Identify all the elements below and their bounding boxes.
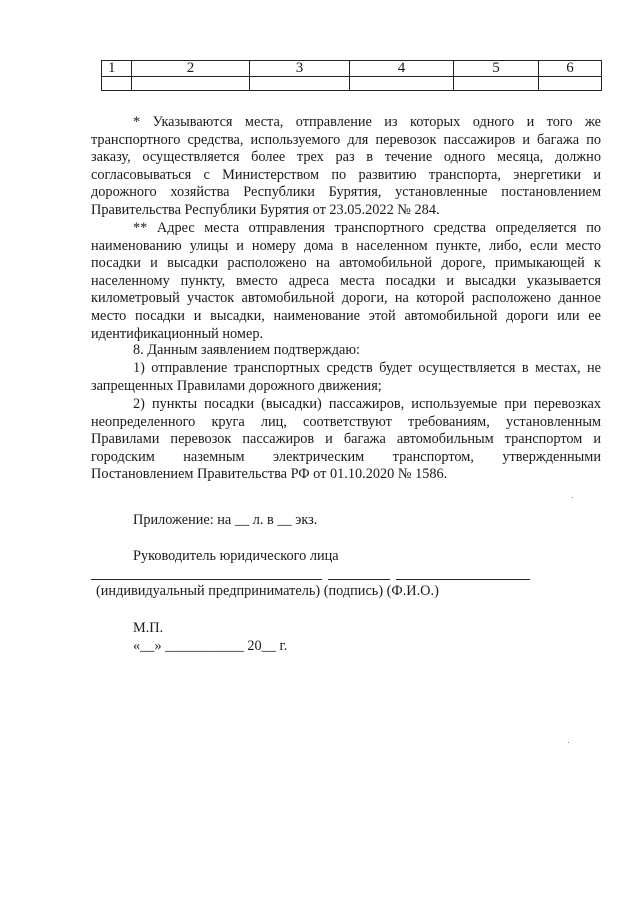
confirm-item-1 bbox=[91, 360, 601, 395]
name-line bbox=[91, 579, 322, 580]
column-number-1: 1 bbox=[102, 61, 132, 77]
scan-speck bbox=[572, 497, 573, 498]
confirm-item-2 bbox=[91, 396, 601, 484]
confirm-item-1-text: 1) отправление транспортных средств будет осуществляется в местах, не запрещенных Правилами дорожного движения; bbox=[91, 360, 601, 394]
footnote-address-text: ** Адрес места отправления транспортного средства определяется по наименованию улицы и номеру дома в населенном пункте, либо, если место посадки и высадки расположено на автомобильной дороге, примыкающей к населенному пункту, вместо адреса места посадки и высадки указывается километровый участок автомобильной дороги, на которой расположено данное место посадки и высадки, наименование этой автомобильной дороги или ее идентификационный номер. bbox=[91, 220, 601, 342]
column-number-2: 2 bbox=[132, 61, 250, 77]
date-line: «__» ___________ 20__ г. bbox=[133, 638, 288, 654]
fio-line bbox=[396, 579, 530, 580]
column-number-5: 5 bbox=[454, 61, 539, 77]
signature-caption: (индивидуальный предприниматель) (подпись) (Ф.И.О.) bbox=[96, 583, 439, 599]
column-number-3: 3 bbox=[250, 61, 350, 77]
table-empty-row bbox=[102, 77, 602, 91]
footnote-places-text: * Указываются места, отправление из которых одного и того же транспортного средства, используемого для перевозок пассажиров и багажа по заказу, осуществляется более трех раз в течение одного месяца, должно согласовываться с Министерством по развитию транспорта, энергетики и дорожного хозяйства Республики Бурятия, установленные постановлением Правительства Республики Бурятия от 23.05.2022 № 284. bbox=[91, 114, 601, 218]
columns-table bbox=[101, 60, 602, 91]
footnote-address bbox=[91, 220, 601, 343]
table-cell bbox=[539, 77, 602, 91]
table-cell bbox=[250, 77, 350, 91]
signature-line bbox=[328, 579, 390, 580]
confirm-heading: 8. Данным заявлением подтверждаю: bbox=[133, 342, 361, 358]
footnote-places bbox=[91, 114, 601, 220]
head-of-entity-label: Руководитель юридического лица bbox=[133, 548, 339, 564]
scan-speck bbox=[568, 742, 569, 743]
attachment-line: Приложение: на __ л. в __ экз. bbox=[133, 512, 318, 528]
column-number-4: 4 bbox=[350, 61, 454, 77]
column-number-6: 6 bbox=[539, 61, 602, 77]
confirm-item-2-text: 2) пункты посадки (высадки) пассажиров, используемые при перевозках неопределенного круга лиц, соответствуют требованиям, установленным Правилами перевозок пассажиров и багажа автомобильным транспортом и городским наземным электрическим транспортом, утвержденными Постановлением Правительства РФ от 01.10.2020 № 1586. bbox=[91, 396, 601, 483]
table-cell bbox=[454, 77, 539, 91]
table-cell bbox=[102, 77, 132, 91]
table-cell bbox=[350, 77, 454, 91]
table-cell bbox=[132, 77, 250, 91]
table-header-row bbox=[102, 61, 602, 77]
stamp-label: М.П. bbox=[133, 620, 164, 636]
